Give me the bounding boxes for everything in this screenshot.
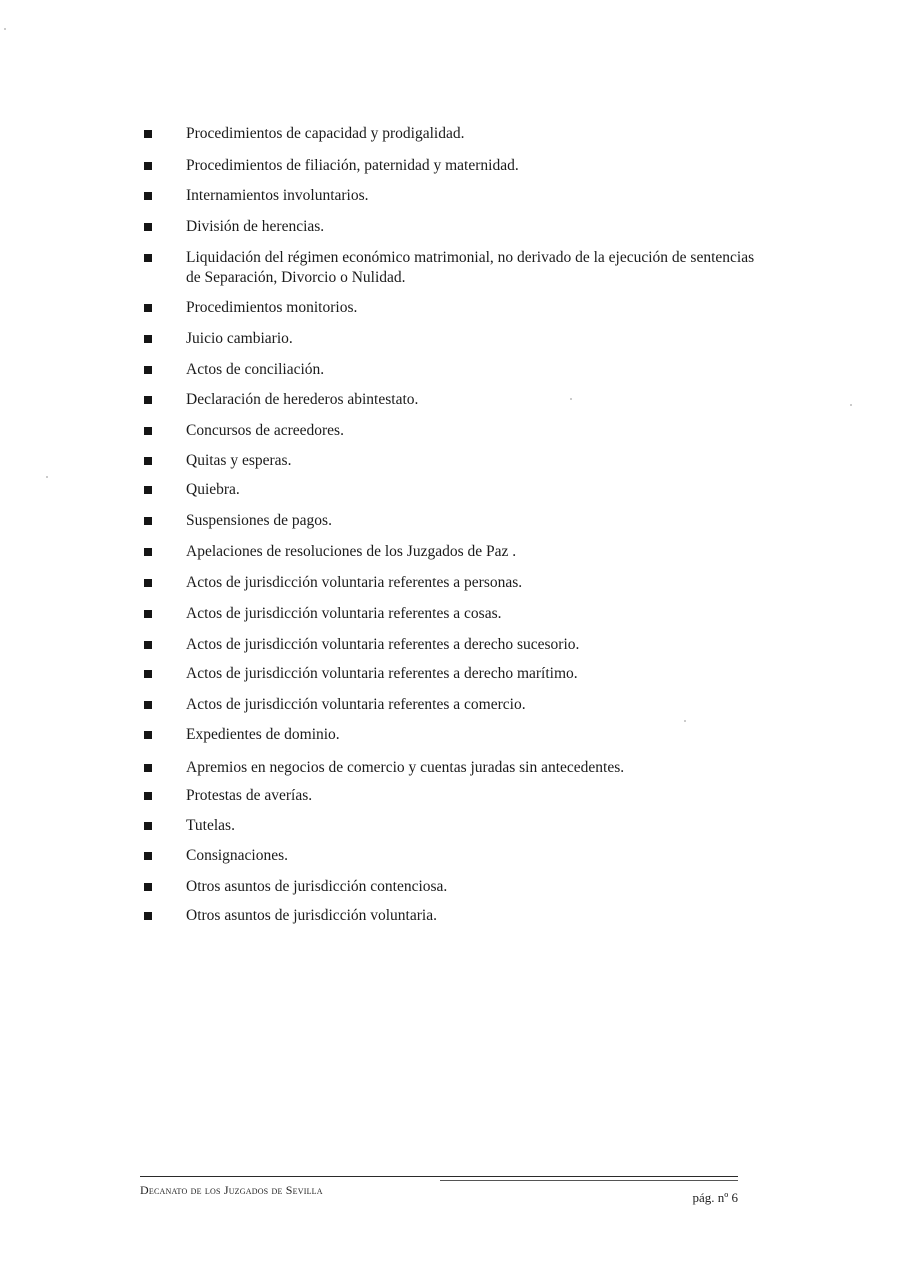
square-bullet-icon — [144, 192, 152, 200]
square-bullet-icon — [144, 701, 152, 709]
square-bullet-icon — [144, 912, 152, 920]
square-bullet-icon — [144, 517, 152, 525]
list-item-text: Apremios en negocios de comercio y cuentas juradas sin antecedentes. — [186, 759, 625, 776]
scan-speck — [850, 404, 852, 406]
list-item — [140, 421, 760, 441]
list-item — [140, 906, 760, 926]
scan-speck — [570, 398, 572, 400]
list-item — [140, 186, 760, 206]
square-bullet-icon — [144, 670, 152, 678]
list-item — [140, 329, 760, 349]
square-bullet-icon — [144, 335, 152, 343]
footer-page-number: pág. nº 6 — [692, 1190, 738, 1205]
list-item — [140, 360, 760, 380]
square-bullet-icon — [144, 457, 152, 465]
list-item-text: Actos de jurisdicción voluntaria referentes a comercio. — [186, 696, 526, 713]
square-bullet-icon — [144, 130, 152, 138]
list-item — [140, 816, 760, 836]
list-item — [140, 786, 760, 806]
square-bullet-icon — [144, 162, 152, 170]
list-item-text: Internamientos involuntarios. — [186, 187, 369, 204]
list-item — [140, 846, 760, 866]
square-bullet-icon — [144, 731, 152, 739]
list-item-text: Procedimientos de filiación, paternidad y maternidad. — [186, 157, 519, 174]
square-bullet-icon — [144, 792, 152, 800]
square-bullet-icon — [144, 883, 152, 891]
list-item-text: Quitas y esperas. — [186, 452, 292, 469]
list-item — [140, 124, 760, 144]
square-bullet-icon — [144, 486, 152, 494]
list-item-text: Actos de jurisdicción voluntaria referentes a derecho marítimo. — [186, 665, 578, 682]
list-item-text: Quiebra. — [186, 481, 240, 498]
list-item-text: Declaración de herederos abintestato. — [186, 391, 419, 408]
list-item-text: División de herencias. — [186, 218, 325, 235]
square-bullet-icon — [144, 764, 152, 772]
list-item — [140, 156, 760, 176]
list-item-text: Actos de jurisdicción voluntaria referentes a derecho sucesorio. — [186, 636, 580, 653]
list-item-text: Juicio cambiario. — [186, 330, 293, 347]
square-bullet-icon — [144, 366, 152, 374]
footer-office-name: Decanato de los Juzgados de Sevilla — [140, 1183, 323, 1197]
list-item-text: Actos de conciliación. — [186, 361, 325, 378]
footer-rule — [140, 1176, 738, 1177]
list-item — [140, 573, 760, 593]
list-item-text: Protestas de averías. — [186, 787, 313, 804]
list-item — [140, 451, 760, 471]
footer-rule-secondary — [440, 1180, 738, 1181]
list-item — [140, 725, 760, 745]
list-item-text: Apelaciones de resoluciones de los Juzgados de Paz . — [186, 543, 517, 560]
scan-speck — [4, 28, 6, 30]
scan-speck — [684, 720, 686, 722]
square-bullet-icon — [144, 579, 152, 587]
list-item — [140, 390, 760, 410]
list-item-text: Actos de jurisdicción voluntaria referentes a cosas. — [186, 605, 502, 622]
square-bullet-icon — [144, 254, 152, 262]
square-bullet-icon — [144, 223, 152, 231]
list-item-text: Expedientes de dominio. — [186, 726, 340, 743]
list-item-text: Procedimientos monitorios. — [186, 299, 358, 316]
list-item-text: Suspensiones de pagos. — [186, 512, 332, 529]
list-item-text: Concursos de acreedores. — [186, 422, 344, 439]
list-item — [140, 877, 760, 897]
list-item — [140, 758, 760, 778]
list-item — [140, 542, 760, 562]
list-item — [140, 298, 760, 318]
list-item — [140, 511, 760, 531]
list-item-text: Consignaciones. — [186, 847, 289, 864]
list-item-text: Otros asuntos de jurisdicción contenciosa. — [186, 878, 448, 895]
list-item-text: Actos de jurisdicción voluntaria referentes a personas. — [186, 574, 523, 591]
square-bullet-icon — [144, 641, 152, 649]
scan-speck — [46, 476, 48, 478]
square-bullet-icon — [144, 852, 152, 860]
list-item — [140, 664, 760, 684]
list-item-text: Tutelas. — [186, 817, 235, 834]
list-item-text: Liquidación del régimen económico matrimonial, no derivado de la ejecución de sentencias de Separación, Divorcio o Nulidad. — [186, 249, 755, 286]
list-item — [140, 604, 760, 624]
square-bullet-icon — [144, 396, 152, 404]
list-item — [140, 635, 760, 655]
list-item-text: Otros asuntos de jurisdicción voluntaria. — [186, 907, 437, 924]
square-bullet-icon — [144, 822, 152, 830]
list-item — [140, 248, 760, 288]
square-bullet-icon — [144, 610, 152, 618]
square-bullet-icon — [144, 304, 152, 312]
list-item — [140, 480, 760, 500]
square-bullet-icon — [144, 548, 152, 556]
list-item — [140, 695, 760, 715]
square-bullet-icon — [144, 427, 152, 435]
list-item-text: Procedimientos de capacidad y prodigalidad. — [186, 125, 465, 142]
list-item — [140, 217, 760, 237]
